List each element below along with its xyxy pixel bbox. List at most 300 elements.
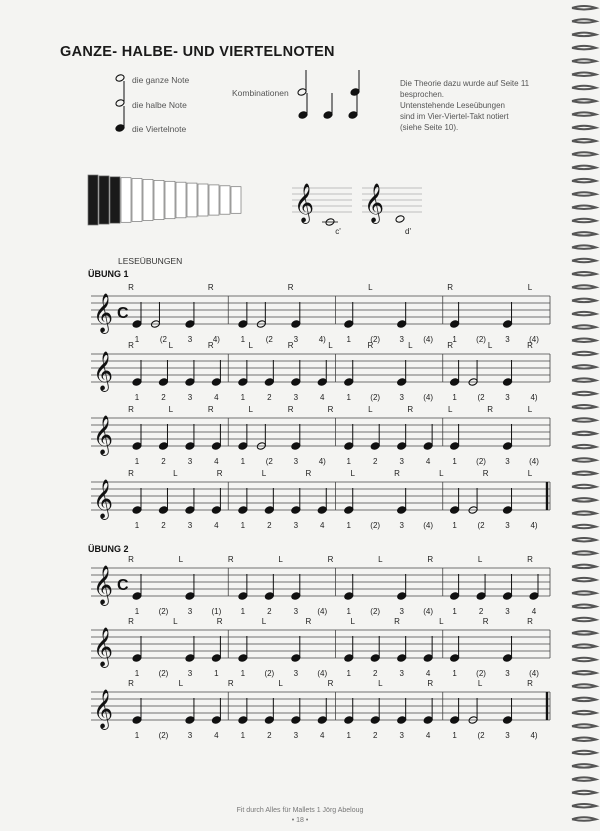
keyboard-bar — [99, 176, 109, 224]
count-label: 2 — [372, 731, 378, 740]
count-label: (4) — [423, 607, 434, 616]
count-label: 3 — [187, 731, 193, 740]
keyboard-bar — [176, 182, 186, 218]
count-label: 4 — [214, 731, 219, 740]
count-label: (4) — [423, 335, 434, 344]
sticking-label: L — [168, 341, 174, 350]
xylophone-keyboard-illustration — [88, 175, 241, 225]
sticking-label: R — [207, 283, 214, 292]
treble-clef-icon: 𝄞 — [93, 690, 114, 728]
notehead — [397, 654, 407, 663]
count-label: 3 — [505, 669, 510, 678]
notehead — [397, 716, 407, 725]
notehead — [317, 378, 327, 387]
staff-system — [91, 482, 550, 510]
sticking-label: L — [368, 283, 373, 292]
count-label: (2) — [370, 335, 381, 344]
binding-coil — [572, 352, 596, 356]
notehead — [476, 592, 486, 601]
count-label: 4 — [320, 731, 325, 740]
sticking-label: R — [287, 405, 294, 414]
notehead — [397, 378, 407, 387]
count-label: (2 — [477, 521, 485, 530]
notehead — [397, 442, 407, 451]
sticking-label: L — [487, 341, 493, 350]
notehead — [344, 592, 354, 601]
count-label: 1 — [452, 393, 457, 402]
count-label: 3 — [505, 607, 510, 616]
binding-coil — [572, 777, 596, 781]
notehead — [115, 74, 125, 83]
sticking-label: L — [408, 341, 413, 350]
binding-coil — [572, 312, 596, 316]
count-label: (2) — [264, 669, 275, 678]
sticking-label: R — [527, 679, 533, 688]
page-number: • 18 • — [291, 817, 309, 824]
count-label: 1 — [134, 607, 140, 616]
notehead — [450, 320, 460, 329]
count-label: (2) — [476, 457, 486, 466]
notehead — [423, 654, 433, 663]
sticking-label: R — [394, 617, 400, 626]
legend-quarter-note: die Viertelnote — [132, 124, 187, 134]
count-label: 1 — [346, 335, 351, 344]
notehead — [264, 592, 274, 601]
count-label: (4) — [317, 607, 328, 616]
sticking-label: R — [527, 341, 533, 350]
count-label: 3 — [293, 607, 299, 616]
treble-clef-icon: 𝄞 — [93, 416, 114, 454]
notehead — [317, 506, 327, 515]
binding-coil — [572, 671, 596, 675]
binding-coil — [572, 511, 596, 515]
notehead — [132, 320, 142, 329]
binding-coil — [572, 206, 596, 210]
binding-coil — [572, 126, 596, 130]
count-label: 3 — [187, 335, 193, 344]
count-label: 3 — [505, 457, 510, 466]
count-label: 1 — [134, 521, 140, 530]
binding-coil — [572, 6, 596, 10]
notehead — [397, 592, 407, 601]
notehead — [344, 654, 354, 663]
legend-half-note: die halbe Note — [132, 100, 187, 110]
notehead — [132, 592, 142, 601]
binding-coil — [572, 658, 596, 662]
staff-system — [91, 630, 550, 658]
count-label: 1 — [240, 335, 246, 344]
binding-coil — [572, 392, 596, 396]
notehead — [291, 320, 301, 329]
binding-coil — [572, 418, 596, 422]
keyboard-bar — [110, 177, 120, 223]
binding-coil — [572, 591, 596, 595]
sticking-label: R — [128, 617, 134, 626]
binding-coil — [572, 112, 596, 116]
notehead — [370, 716, 380, 725]
count-label: 3 — [187, 521, 193, 530]
count-label: 1 — [452, 335, 457, 344]
binding-coil — [572, 711, 596, 715]
treble-clef-icon: 𝄞 — [294, 184, 315, 222]
count-label: 2 — [478, 607, 484, 616]
count-label: (4) — [529, 335, 539, 344]
binding-coil — [572, 59, 596, 62]
sticking-label: R — [407, 405, 414, 414]
notehead — [344, 716, 354, 725]
notehead — [503, 378, 513, 387]
count-label: 4 — [425, 457, 431, 466]
count-label: 1 — [214, 669, 219, 678]
count-label: 2 — [267, 393, 272, 402]
notehead — [344, 378, 354, 387]
binding-coil — [572, 405, 596, 409]
sticking-label: R — [207, 341, 214, 350]
notehead — [291, 654, 301, 663]
count-label: 1 — [240, 607, 246, 616]
count-label: 4 — [320, 393, 325, 402]
sticking-label: L — [248, 341, 253, 350]
sticking-label: R — [482, 617, 489, 626]
binding-coil — [572, 538, 596, 542]
sticking-label: L — [248, 405, 253, 414]
notehead — [291, 716, 301, 725]
count-label: 3 — [187, 457, 193, 466]
binding-coil — [572, 73, 596, 77]
count-label: 3 — [187, 669, 193, 678]
count-label: 1 — [346, 731, 351, 740]
binding-coil — [572, 19, 596, 23]
notehead — [185, 592, 195, 601]
notehead — [211, 378, 221, 387]
sticking-label: L — [527, 405, 533, 414]
notehead — [503, 442, 513, 451]
binding-coil — [572, 285, 596, 289]
binding-coil — [572, 618, 596, 622]
notehead — [264, 506, 274, 515]
count-label: 2 — [372, 457, 378, 466]
sticking-label: R — [482, 469, 489, 478]
binding-coil — [572, 259, 596, 263]
binding-coil — [572, 232, 596, 236]
sticking-label: R — [128, 679, 134, 688]
notehead — [344, 442, 354, 451]
count-label: (4) — [423, 393, 434, 402]
sticking-label: R — [128, 341, 134, 350]
count-label: 3 — [399, 457, 404, 466]
notehead — [423, 716, 433, 725]
staff-system — [91, 568, 550, 596]
notehead — [317, 716, 327, 725]
count-label: 1 — [240, 669, 246, 678]
count-label: 3 — [293, 457, 299, 466]
count-label: (1) — [211, 607, 222, 616]
notehead — [450, 592, 460, 601]
count-label: 3 — [293, 393, 299, 402]
count-label: (2) — [158, 607, 169, 616]
binding-coil — [572, 498, 596, 502]
keyboard-bar — [132, 179, 142, 222]
notehead — [158, 378, 168, 387]
count-label: (2) — [476, 335, 486, 344]
sticking-label: L — [173, 469, 178, 478]
notehead — [211, 442, 221, 451]
count-label: 3 — [399, 393, 404, 402]
count-label: 1 — [134, 731, 140, 740]
notehead — [450, 506, 460, 515]
count-label: 4 — [214, 521, 219, 530]
notehead — [397, 506, 407, 515]
sticking-label: L — [439, 469, 444, 478]
notehead — [132, 442, 142, 451]
count-label: 1 — [346, 607, 351, 616]
sticking-label: R — [447, 341, 454, 350]
notehead — [264, 378, 274, 387]
note-name-label: d' — [405, 227, 411, 236]
sticking-label: R — [527, 617, 533, 626]
notehead — [291, 442, 301, 451]
notehead — [132, 378, 142, 387]
notehead — [238, 654, 248, 663]
binding-coil — [572, 817, 596, 821]
sticking-label: L — [278, 679, 283, 688]
count-label: 4 — [214, 457, 219, 466]
notehead — [503, 654, 513, 663]
spiral-binding — [570, 0, 600, 831]
sticking-label: R — [216, 469, 223, 478]
binding-coil — [572, 339, 596, 343]
count-label: 3 — [293, 335, 299, 344]
count-label: (2) — [158, 669, 169, 678]
binding-coil — [572, 152, 596, 156]
note-name-label: c' — [335, 227, 341, 236]
notehead — [185, 320, 195, 329]
theory-line: besprochen. — [400, 90, 445, 99]
count-label: 3 — [293, 669, 299, 678]
binding-coil — [572, 684, 596, 688]
sticking-label: L — [261, 469, 267, 478]
notehead — [503, 716, 513, 725]
count-label: 1 — [134, 457, 140, 466]
count-label: (2) — [158, 731, 169, 740]
sticking-label: L — [368, 405, 373, 414]
section-label: LESEÜBUNGEN — [118, 256, 183, 266]
notehead — [450, 716, 460, 725]
notehead — [344, 320, 354, 329]
count-label: 3 — [293, 521, 299, 530]
notehead — [238, 592, 248, 601]
notehead — [503, 506, 513, 515]
keyboard-bar — [220, 186, 230, 214]
legend-whole-note: die ganze Note — [132, 75, 190, 85]
notehead — [185, 378, 195, 387]
count-label: 3 — [505, 521, 510, 530]
binding-coil — [572, 299, 596, 303]
notehead — [211, 506, 221, 515]
notehead — [115, 99, 125, 108]
notehead — [238, 506, 248, 515]
theory-line: Die Theorie dazu wurde auf Seite 11 — [400, 79, 530, 88]
sticking-label: R — [287, 341, 294, 350]
time-signature: C — [117, 305, 129, 322]
exercise-heading-1: ÜBUNG 1 — [88, 269, 129, 279]
count-label: 2 — [161, 457, 166, 466]
count-label: (2) — [476, 669, 486, 678]
treble-clef-icon: 𝄞 — [93, 480, 114, 518]
sticking-label: R — [327, 679, 334, 688]
binding-coil — [572, 485, 596, 489]
notehead — [450, 654, 460, 663]
binding-coil — [572, 764, 596, 768]
count-label: (2 — [265, 457, 273, 466]
notehead — [348, 111, 358, 120]
sticking-label: R — [227, 555, 234, 564]
treble-clef-icon: 𝄞 — [93, 294, 114, 332]
count-label: 3 — [399, 669, 404, 678]
count-label: 1 — [134, 669, 140, 678]
exercise-heading-2: ÜBUNG 2 — [88, 544, 129, 554]
sticking-label: R — [327, 405, 334, 414]
sticking-label: R — [128, 469, 134, 478]
sticking-label: R — [128, 555, 134, 564]
keyboard-bar — [209, 185, 219, 215]
notehead — [344, 506, 354, 515]
sticking-label: R — [207, 405, 214, 414]
notehead — [185, 442, 195, 451]
notehead — [132, 654, 142, 663]
binding-coil — [572, 724, 596, 728]
notehead — [185, 654, 195, 663]
binding-coil — [572, 86, 596, 90]
count-label: 1 — [346, 669, 351, 678]
sticking-label: R — [427, 555, 434, 564]
keyboard-bar — [187, 183, 197, 217]
notehead — [423, 442, 433, 451]
count-label: 3 — [399, 731, 404, 740]
count-label: 3 — [505, 393, 510, 402]
notehead — [297, 88, 307, 97]
keyboard-bar — [198, 184, 208, 216]
theory-line: sind im Vier-Viertel-Takt notiert — [400, 112, 509, 121]
count-label: 1 — [346, 457, 351, 466]
sticking-label: R — [327, 555, 334, 564]
count-label: 1 — [240, 393, 246, 402]
staff-system — [91, 418, 550, 446]
count-label: 1 — [346, 393, 351, 402]
count-label: (2 — [159, 335, 168, 344]
notehead — [158, 442, 168, 451]
binding-coil — [572, 605, 596, 609]
notehead — [323, 111, 333, 120]
keyboard-bar — [165, 181, 175, 218]
notehead — [370, 442, 380, 451]
notehead — [264, 716, 274, 725]
notehead — [132, 506, 142, 515]
count-label: 1 — [134, 393, 140, 402]
binding-coil — [572, 472, 596, 476]
notehead — [115, 124, 125, 133]
count-label: 3 — [505, 335, 510, 344]
count-label: 3 — [187, 393, 193, 402]
binding-coil — [572, 33, 596, 37]
count-label: (2 — [265, 335, 273, 344]
notehead — [291, 506, 301, 515]
keyboard-bar — [88, 175, 98, 225]
count-label: 3 — [293, 731, 299, 740]
sticking-label: R — [394, 469, 400, 478]
count-label: (4) — [529, 457, 539, 466]
count-label: 1 — [346, 521, 351, 530]
legend-combinations: Kombinationen — [232, 88, 289, 98]
count-label: 4) — [318, 335, 326, 344]
notehead — [529, 592, 539, 601]
count-label: 3 — [399, 607, 404, 616]
sticking-label: L — [527, 283, 533, 292]
count-label: (2 — [477, 731, 485, 740]
sticking-label: R — [287, 283, 294, 292]
notehead — [503, 592, 513, 601]
notehead — [158, 506, 168, 515]
count-label: 2 — [267, 731, 272, 740]
count-label: 1 — [452, 457, 457, 466]
notehead — [211, 654, 221, 663]
sticking-label: R — [487, 405, 493, 414]
notehead — [503, 320, 513, 329]
sticking-label: R — [128, 405, 134, 414]
sticking-label: R — [128, 283, 134, 292]
binding-coil — [572, 219, 596, 223]
binding-coil — [572, 166, 596, 170]
count-label: 1 — [134, 335, 140, 344]
notehead — [238, 442, 248, 451]
sticking-label: L — [350, 469, 355, 478]
binding-coil — [572, 192, 596, 196]
notehead — [450, 442, 460, 451]
sticking-label: R — [305, 469, 312, 478]
count-label: 1 — [452, 521, 457, 530]
binding-coil — [572, 99, 596, 103]
sticking-label: R — [367, 341, 374, 350]
sticking-label: R — [427, 679, 434, 688]
count-label: 4) — [212, 335, 220, 344]
sticking-label: L — [168, 405, 174, 414]
sticking-label: L — [178, 555, 184, 564]
treble-clef-icon: 𝄞 — [93, 352, 114, 390]
count-label: (4) — [317, 669, 328, 678]
binding-coil — [572, 272, 596, 276]
footer-credit: Fit durch Alles für Mallets 1 Jörg Abeloug — [236, 807, 364, 814]
binding-coil — [572, 179, 596, 183]
count-label: 1 — [240, 457, 246, 466]
binding-coil — [572, 365, 596, 369]
binding-coil — [572, 245, 596, 249]
theory-line: (siehe Seite 10). — [400, 123, 459, 132]
binding-coil — [572, 525, 596, 529]
count-label: (2) — [370, 393, 381, 402]
binding-coil — [572, 378, 596, 382]
count-label: 3 — [187, 607, 193, 616]
notehead — [238, 378, 248, 387]
count-label: 4) — [530, 521, 538, 530]
sticking-label: L — [328, 341, 333, 350]
count-label: 1 — [240, 521, 246, 530]
binding-coil — [572, 565, 596, 569]
notehead — [450, 378, 460, 387]
sticking-label: R — [305, 617, 312, 626]
keyboard-bar — [143, 180, 153, 221]
keyboard-bar — [154, 180, 164, 219]
sticking-label: L — [173, 617, 178, 626]
